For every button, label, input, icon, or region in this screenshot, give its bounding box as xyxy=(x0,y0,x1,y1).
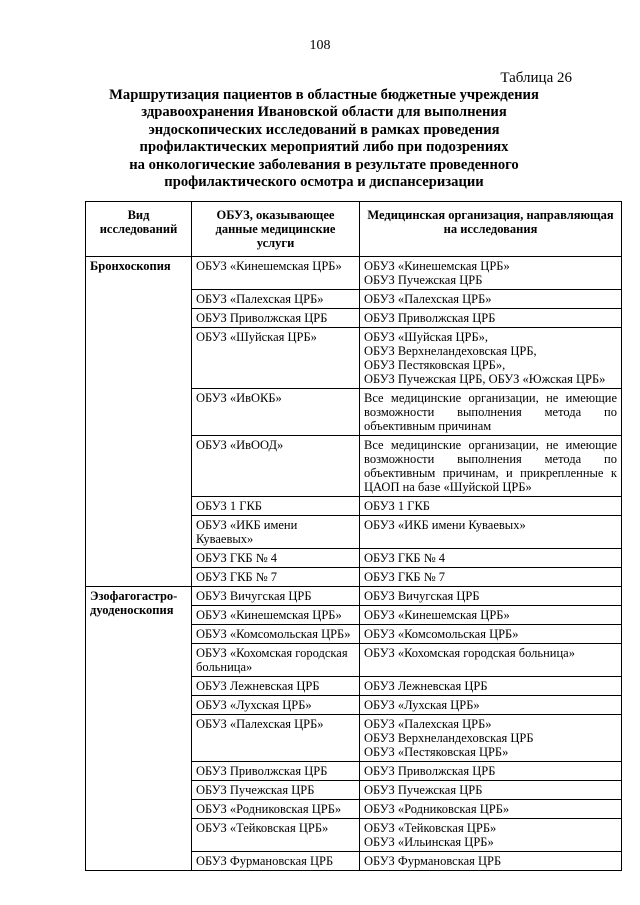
provider-cell: ОБУЗ «Лухская ЦРБ» xyxy=(192,696,360,715)
referrer-cell xyxy=(360,290,622,309)
provider-cell: ОБУЗ «Комсомольская ЦРБ» xyxy=(192,625,360,644)
exam-type-cell: Бронхоскопия xyxy=(86,257,192,587)
title-line: эндоскопических исследований в рамках проведения xyxy=(148,121,500,138)
referrer-line: ОБУЗ «Ильинская ЦРБ» xyxy=(364,835,494,849)
provider-cell: ОБУЗ «Палехская ЦРБ» xyxy=(192,290,360,309)
header-exam-type: Вид исследований xyxy=(86,202,192,257)
provider-cell: ОБУЗ ГКБ № 4 xyxy=(192,549,360,568)
provider-cell: ОБУЗ «Кохомская городская больница» xyxy=(192,644,360,677)
referrer-line: ОБУЗ «Тейковская ЦРБ» xyxy=(364,821,497,835)
title-line: на онкологические заболевания в результате проведенного xyxy=(129,156,519,173)
title-line: здравоохранения Ивановской области для выполнения xyxy=(141,104,507,121)
title-line: профилактического осмотра и диспансеризации xyxy=(164,174,484,191)
provider-cell: ОБУЗ Приволжская ЦРБ xyxy=(192,309,360,328)
provider-cell: ОБУЗ «ИвОКБ» xyxy=(192,389,360,436)
provider-cell: ОБУЗ «Родниковская ЦРБ» xyxy=(192,800,360,819)
referrer-line: ОБУЗ Верхнеландеховская ЦРБ xyxy=(364,731,534,745)
exam-type-cell: Эзофагогастро-дуоденоскопия xyxy=(86,587,192,871)
provider-cell: ОБУЗ Приволжская ЦРБ xyxy=(192,762,360,781)
referrer-line: ОБУЗ Вичугская ЦРБ xyxy=(364,589,480,603)
referrer-line: ОБУЗ Пучежская ЦРБ, ОБУЗ «Южская ЦРБ» xyxy=(364,372,606,386)
referrer-line: ОБУЗ «Лухская ЦРБ» xyxy=(364,698,480,712)
title-line: профилактических мероприятий либо при подозрениях xyxy=(139,139,509,156)
referrer-line: ОБУЗ 1 ГКБ xyxy=(364,499,430,513)
referrer-cell xyxy=(360,497,622,516)
referrer-line: ОБУЗ «Пестяковская ЦРБ» xyxy=(364,745,509,759)
provider-cell: ОБУЗ «ИвООД» xyxy=(192,436,360,497)
referrer-line: ОБУЗ Пучежская ЦРБ xyxy=(364,273,483,287)
provider-cell: ОБУЗ «Кинешемская ЦРБ» xyxy=(192,606,360,625)
referrer-cell xyxy=(360,800,622,819)
referrer-line: ОБУЗ Лежневская ЦРБ xyxy=(364,679,488,693)
referrer-cell xyxy=(360,549,622,568)
table-row xyxy=(86,587,622,606)
referrer-line: ОБУЗ Верхнеландеховская ЦРБ, xyxy=(364,344,537,358)
referrer-line: Все медицинские организации, не имеющие возможности выполнения метода по объективным причинам, и прикрепленные к ЦАОП на базе «Шуйской ЦРБ» xyxy=(364,438,617,494)
referrer-cell xyxy=(360,696,622,715)
referrer-cell xyxy=(360,762,622,781)
routing-table xyxy=(85,201,622,871)
referrer-cell xyxy=(360,625,622,644)
title-line: Маршрутизация пациентов в областные бюджетные учреждения xyxy=(109,87,539,103)
referrer-line: ОБУЗ Пучежская ЦРБ xyxy=(364,783,483,797)
referrer-cell xyxy=(360,852,622,871)
referrer-cell xyxy=(360,819,622,852)
referrer-line: ОБУЗ «Шуйская ЦРБ», xyxy=(364,330,489,344)
referrer-line: ОБУЗ «Кинешемская ЦРБ» xyxy=(364,608,510,622)
provider-cell: ОБУЗ ГКБ № 7 xyxy=(192,568,360,587)
table-body xyxy=(86,257,622,871)
referrer-line: ОБУЗ «Кинешемская ЦРБ» xyxy=(364,259,510,273)
provider-cell: ОБУЗ Вичугская ЦРБ xyxy=(192,587,360,606)
referrer-line: ОБУЗ «Комсомольская ЦРБ» xyxy=(364,627,519,641)
referrer-line: ОБУЗ Приволжская ЦРБ xyxy=(364,311,496,325)
referrer-line: ОБУЗ «Палехская ЦРБ» xyxy=(364,292,492,306)
header-referrer: Медицинская организация, направляющая на исследования xyxy=(360,202,622,257)
referrer-line: Все медицинские организации, не имеющие возможности выполнения метода по объективным причинам xyxy=(364,391,617,433)
table-label: Таблица 26 xyxy=(500,70,572,86)
provider-cell: ОБУЗ «Тейковская ЦРБ» xyxy=(192,819,360,852)
provider-cell: ОБУЗ Лежневская ЦРБ xyxy=(192,677,360,696)
table-header-row xyxy=(86,202,622,257)
provider-cell: ОБУЗ Пучежская ЦРБ xyxy=(192,781,360,800)
document-title xyxy=(80,87,568,191)
referrer-line: ОБУЗ ГКБ № 7 xyxy=(364,570,446,584)
referrer-cell xyxy=(360,389,622,436)
referrer-line: ОБУЗ Фурмановская ЦРБ xyxy=(364,854,502,868)
referrer-cell xyxy=(360,257,622,290)
referrer-cell xyxy=(360,328,622,389)
referrer-line: ОБУЗ «Палехская ЦРБ» xyxy=(364,717,492,731)
header-provider: ОБУЗ, оказывающее данные медицинские услуги xyxy=(192,202,360,257)
referrer-cell xyxy=(360,781,622,800)
referrer-cell xyxy=(360,715,622,762)
provider-cell: ОБУЗ «ИКБ имени Куваевых» xyxy=(192,516,360,549)
referrer-line: ОБУЗ ГКБ № 4 xyxy=(364,551,446,565)
referrer-line: ОБУЗ «Родниковская ЦРБ» xyxy=(364,802,510,816)
table-row xyxy=(86,257,622,290)
referrer-cell xyxy=(360,677,622,696)
provider-cell: ОБУЗ «Кинешемская ЦРБ» xyxy=(192,257,360,290)
referrer-cell xyxy=(360,516,622,549)
referrer-cell xyxy=(360,436,622,497)
referrer-line: ОБУЗ Приволжская ЦРБ xyxy=(364,764,496,778)
page-number: 108 xyxy=(309,38,331,53)
provider-cell: ОБУЗ 1 ГКБ xyxy=(192,497,360,516)
referrer-cell xyxy=(360,309,622,328)
provider-cell: ОБУЗ «Шуйская ЦРБ» xyxy=(192,328,360,389)
provider-cell: ОБУЗ «Палехская ЦРБ» xyxy=(192,715,360,762)
referrer-line: ОБУЗ «ИКБ имени Куваевых» xyxy=(364,518,526,532)
referrer-cell xyxy=(360,568,622,587)
referrer-cell xyxy=(360,587,622,606)
referrer-cell xyxy=(360,606,622,625)
referrer-line: ОБУЗ «Кохомская городская больница» xyxy=(364,646,575,660)
referrer-cell xyxy=(360,644,622,677)
provider-cell: ОБУЗ Фурмановская ЦРБ xyxy=(192,852,360,871)
referrer-line: ОБУЗ Пестяковская ЦРБ», xyxy=(364,358,506,372)
